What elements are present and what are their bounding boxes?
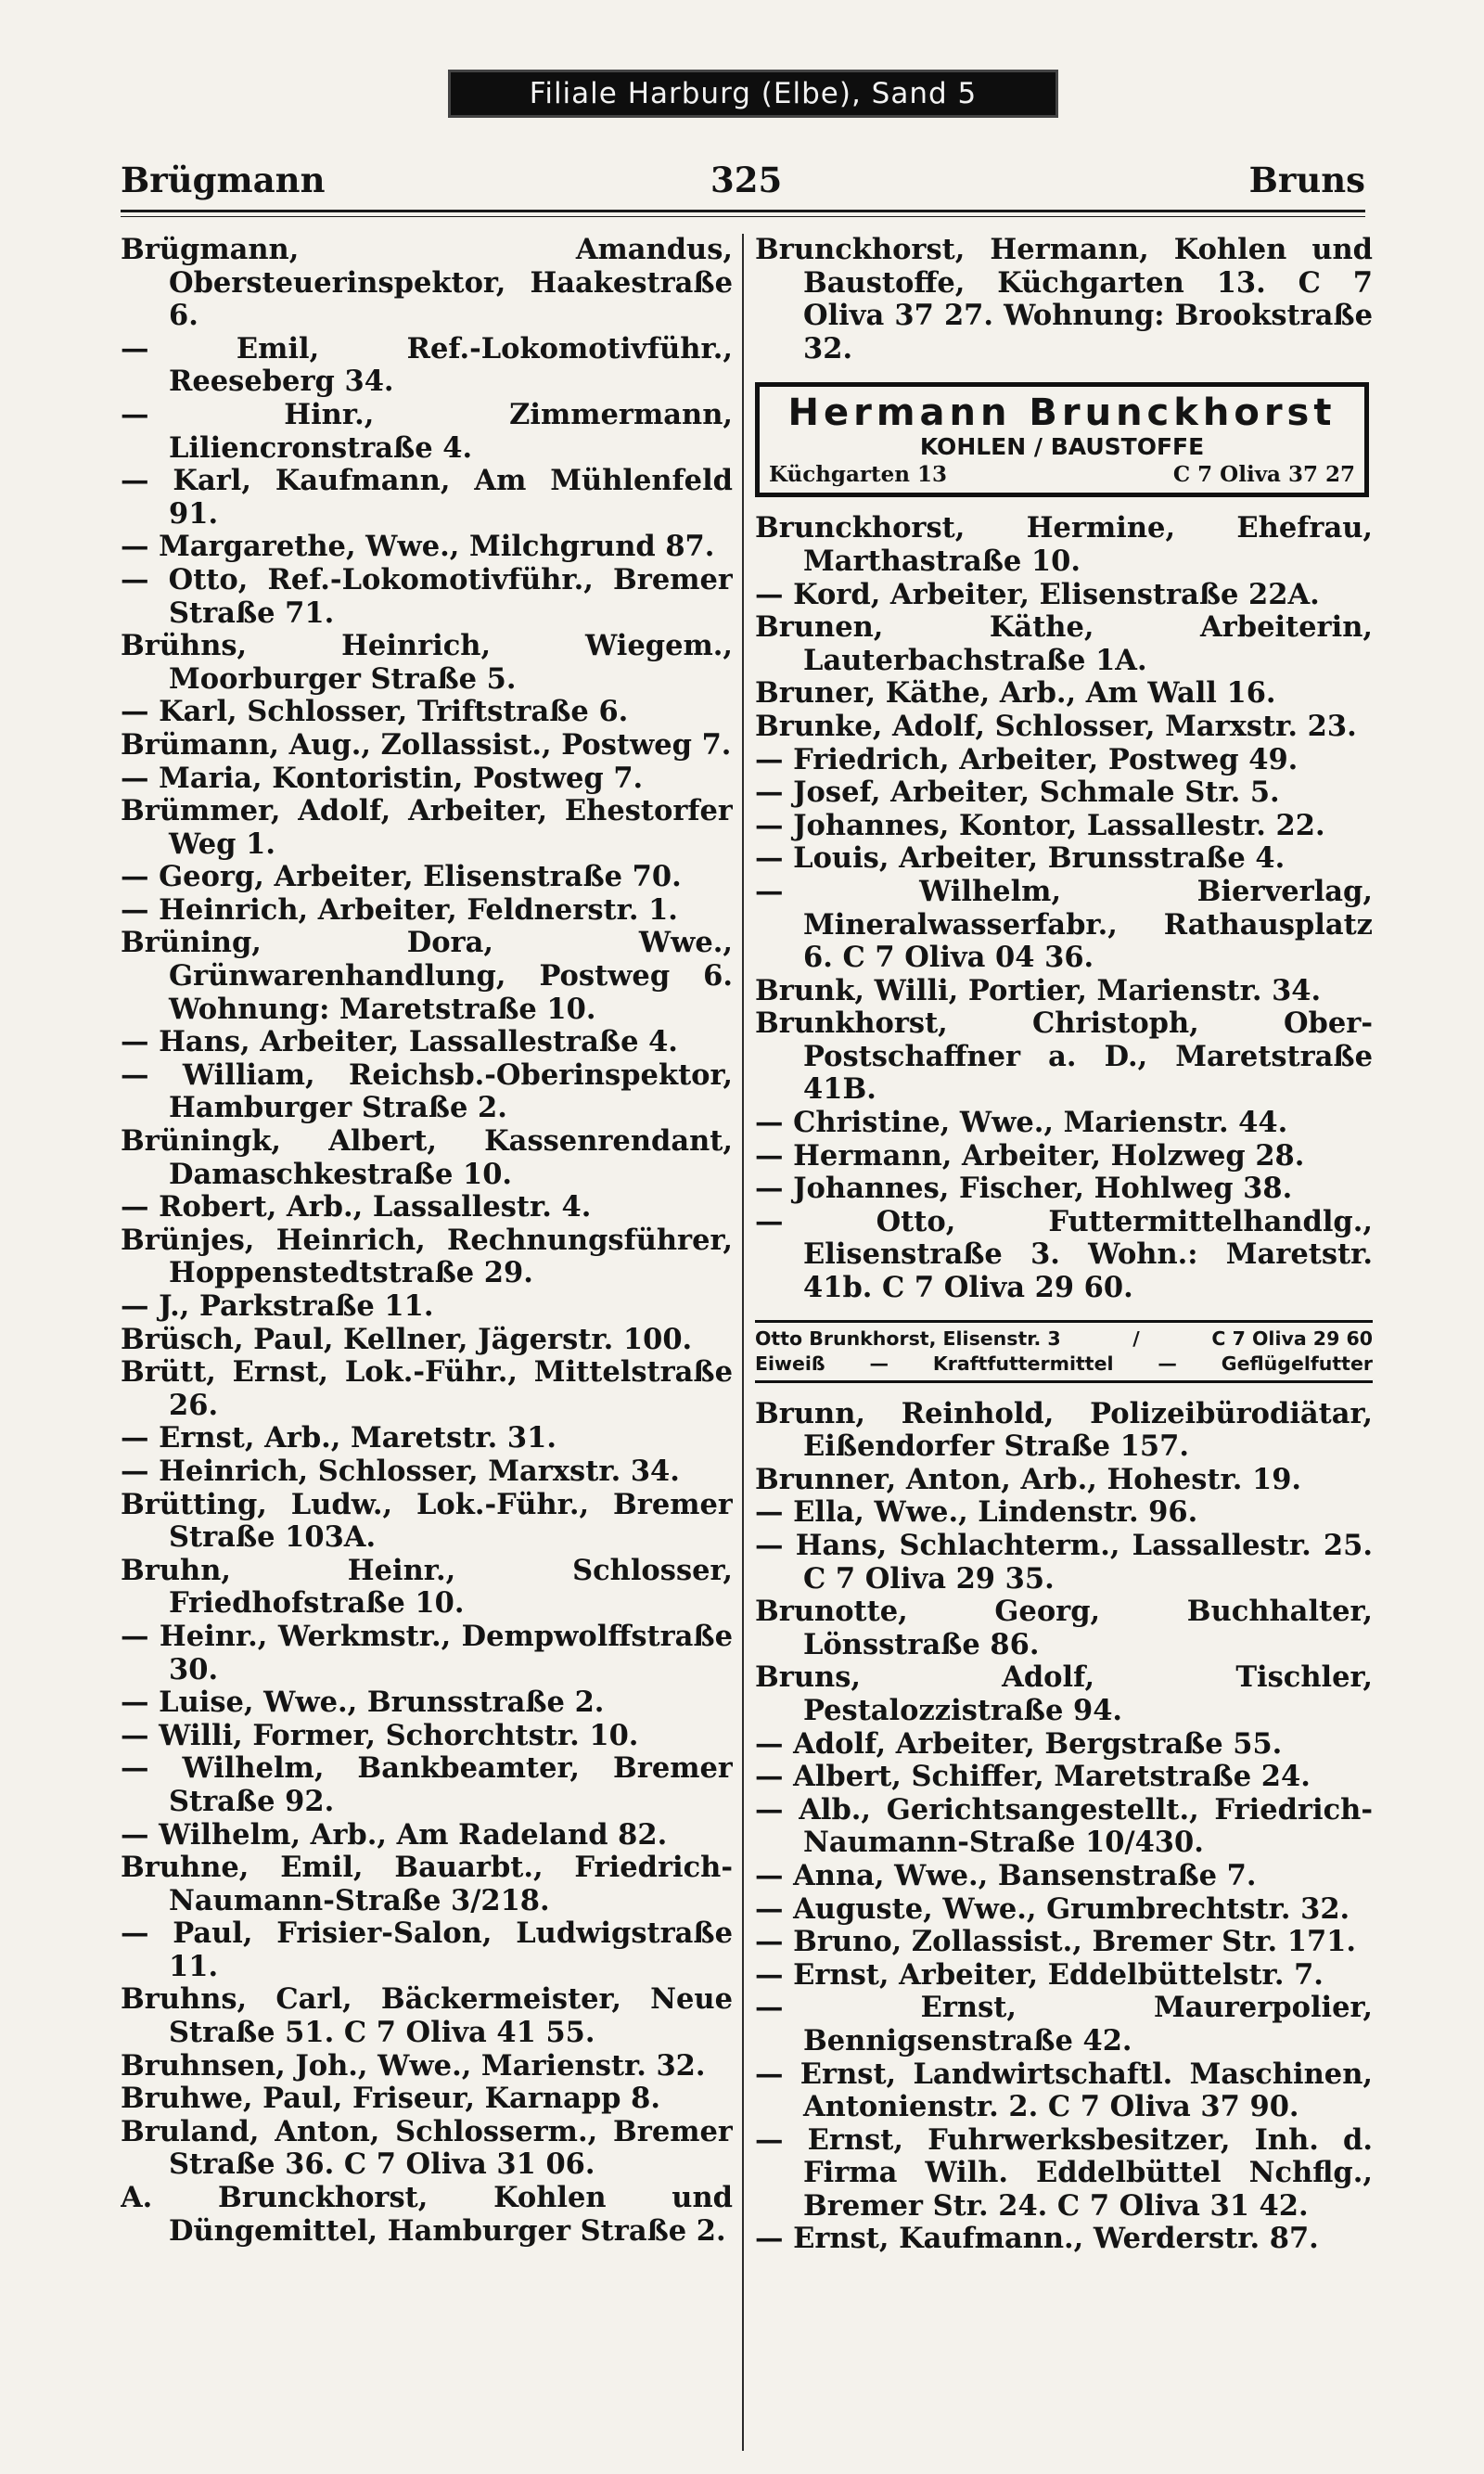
advert-otto-name: Otto Brunkhorst, Elisenstr. 3 <box>755 1327 1061 1350</box>
directory-entry: — Friedrich, Arbeiter, Postweg 49. <box>755 742 1298 776</box>
directory-entry: — Ernst, Maurerpolier, Bennigsenstraße 42. <box>755 1991 1373 2057</box>
advert-otto-dash: — <box>869 1352 889 1375</box>
left-column <box>121 234 733 2451</box>
directory-entry: — Otto, Futtermittelhandlg., Elisenstraße 3. Wohn.: Maretstr. 41b. C 7 Oliva 29 60. <box>755 1204 1373 1305</box>
directory-entry: — Ernst, Landwirtschaftl. Maschinen, Antonienstr. 2. C 7 Oliva 37 90. <box>755 2057 1373 2124</box>
directory-entry: Brütting, Ludw., Lok.-Führ., Bremer Straße 103A. <box>121 1487 733 1555</box>
directory-entry: — Heinr., Werkmstr., Dempwolffstraße 30. <box>121 1619 733 1686</box>
directory-entry: — Paul, Frisier-Salon, Ludwigstraße 11. <box>121 1916 733 1983</box>
directory-entry: — Hinr., Zimmermann, Liliencronstraße 4. <box>121 397 733 465</box>
directory-entry: — Wilhelm, Bankbeamter, Bremer Straße 92. <box>121 1751 733 1818</box>
advert-hermann-brunckhorst <box>755 382 1369 497</box>
directory-entry: — Alb., Gerichtsangestellt., Friedrich-Naumann-Straße 10/430. <box>755 1792 1373 1860</box>
advert-otto-dash: — <box>1158 1352 1177 1375</box>
directory-entry: Brüsch, Paul, Kellner, Jägerstr. 100. <box>121 1322 693 1356</box>
directory-entry: — Karl, Schlosser, Triftstraße 6. <box>121 695 629 729</box>
advert-phone: C 7 Oliva 37 27 <box>1172 462 1355 488</box>
header-rule-thin <box>121 216 1365 217</box>
directory-entry: Brümann, Aug., Zollassist., Postweg 7. <box>121 727 732 762</box>
directory-entry: — Ernst, Fuhrwerksbesitzer, Inh. d. Firma Wilh. Eddelbüttel Nchflg., Bremer Str. 24. C 7 Oliva 31 42. <box>755 2122 1373 2223</box>
directory-entry: Brunke, Adolf, Schlosser, Marxstr. 23. <box>755 709 1357 743</box>
advert-otto-product-2: Kraftfuttermittel <box>932 1352 1114 1375</box>
directory-entry: — Adolf, Arbeiter, Bergstraße 55. <box>755 1726 1283 1761</box>
directory-entry: Brüningk, Albert, Kassenrendant, Damaschkestraße 10. <box>121 1124 733 1191</box>
directory-entry: — Margarethe, Wwe., Milchgrund 87. <box>121 530 715 564</box>
directory-entry: A. Brunckhorst, Kohlen und Düngemittel, Hamburger Straße 2. <box>121 2181 733 2248</box>
directory-entry: Brunckhorst, Hermann, Kohlen und Baustoffe, Küchgarten 13. C 7 Oliva 37 27. Wohnung: Brookstraße 32. <box>755 234 1373 365</box>
directory-entry: Brunk, Willi, Portier, Marienstr. 34. <box>755 973 1322 1007</box>
directory-entry: Brüning, Dora, Wwe., Grünwarenhandlung, Postweg 6. Wohnung: Maretstraße 10. <box>121 926 733 1026</box>
running-head <box>121 156 1365 204</box>
directory-entry: — Heinrich, Arbeiter, Feldnerstr. 1. <box>121 892 678 927</box>
directory-entry: Brunen, Käthe, Arbeiterin, Lauterbachstraße 1A. <box>755 610 1373 677</box>
directory-entry: — Georg, Arbeiter, Elisenstraße 70. <box>121 860 682 894</box>
directory-entry: Brütt, Ernst, Lok.-Führ., Mittelstraße 26. <box>121 1355 733 1422</box>
directory-entry: Brunotte, Georg, Buchhalter, Lönsstraße 86. <box>755 1595 1373 1661</box>
advert-otto-phone: C 7 Oliva 29 60 <box>1211 1327 1373 1350</box>
directory-entry: Bruns, Adolf, Tischler, Pestalozzistraße 94. <box>755 1660 1373 1727</box>
directory-entry: — Hans, Schlachterm., Lassallestr. 25. C 7 Oliva 29 35. <box>755 1529 1373 1596</box>
directory-entry: Brünjes, Heinrich, Rechnungsführer, Hoppenstedtstraße 29. <box>121 1223 733 1290</box>
directory-entry: — William, Reichsb.-Oberinspektor, Hamburger Straße 2. <box>121 1058 733 1125</box>
running-head-left: Brügmann <box>121 160 326 200</box>
directory-entry: Brunn, Reinhold, Polizeibürodiätar, Eißendorfer Straße 157. <box>755 1396 1373 1464</box>
directory-entry: — Albert, Schiffer, Maretstraße 24. <box>755 1760 1311 1794</box>
page-number: 325 <box>710 160 783 200</box>
directory-entry: — Kord, Arbeiter, Elisenstraße 22A. <box>755 577 1320 611</box>
directory-entry: — Johannes, Kontor, Lassallestr. 22. <box>755 808 1325 842</box>
directory-entry: Bruner, Käthe, Arb., Am Wall 16. <box>755 676 1276 711</box>
directory-entry: — Wilhelm, Bierverlag, Mineralwasserfabr., Rathausplatz 6. C 7 Oliva 04 36. <box>755 874 1373 975</box>
advert-address: Küchgarten 13 <box>769 462 948 488</box>
directory-entry: — Bruno, Zollassist., Bremer Str. 171. <box>755 1925 1357 1959</box>
directory-entry: — Johannes, Fischer, Hohlweg 38. <box>755 1172 1293 1206</box>
directory-entry: — Ernst, Arb., Maretstr. 31. <box>121 1421 556 1455</box>
directory-entry: Brunkhorst, Christoph, Ober-Postschaffner a. D., Maretstraße 41B. <box>755 1006 1373 1107</box>
directory-entry: — Ernst, Kaufmann., Werderstr. 87. <box>755 2222 1319 2256</box>
directory-entry: — Luise, Wwe., Brunsstraße 2. <box>121 1686 605 1720</box>
directory-entry: Brühns, Heinrich, Wiegem., Moorburger Straße 5. <box>121 629 733 696</box>
right-column <box>755 234 1373 2451</box>
directory-entry: — Ernst, Arbeiter, Eddelbüttelstr. 7. <box>755 1957 1324 1992</box>
branch-banner: Filiale Harburg (Elbe), Sand 5 <box>451 72 1055 115</box>
advert-otto-product-3: Geflügelfutter <box>1221 1352 1373 1375</box>
directory-entry: — Wilhelm, Arb., Am Radeland 82. <box>121 1817 668 1852</box>
directory-entry: — Otto, Ref.-Lokomotivführ., Bremer Straße 71. <box>121 562 733 630</box>
directory-entry: — Christine, Wwe., Marienstr. 44. <box>755 1106 1288 1140</box>
advert-otto-product-1: Eiweiß <box>755 1352 825 1375</box>
header-rule <box>121 210 1365 212</box>
directory-entry: — Robert, Arb., Lassallestr. 4. <box>121 1190 592 1224</box>
directory-entry: Brunckhorst, Hermine, Ehefrau, Marthastraße 10. <box>755 511 1373 578</box>
directory-entry: Brügmann, Amandus, Obersteuerinspektor, Haakestraße 6. <box>121 234 733 333</box>
advert-title: Hermann Brunckhorst <box>787 391 1337 435</box>
advert-subtitle: KOHLEN / BAUSTOFFE <box>919 433 1205 461</box>
directory-entry: — Maria, Kontoristin, Postweg 7. <box>121 761 644 795</box>
directory-entry: Brümmer, Adolf, Arbeiter, Ehestorfer Weg 1. <box>121 794 733 861</box>
directory-entry: — Willi, Former, Schorchtstr. 10. <box>121 1718 639 1752</box>
running-head-right: Bruns <box>1248 160 1365 200</box>
directory-entry: — Louis, Arbeiter, Brunsstraße 4. <box>755 841 1286 876</box>
directory-entry: — Hans, Arbeiter, Lassallestraße 4. <box>121 1025 678 1059</box>
directory-entry: Bruhwe, Paul, Friseur, Karnapp 8. <box>121 2082 660 2116</box>
directory-entry: — Josef, Arbeiter, Schmale Str. 5. <box>755 776 1280 810</box>
directory-entry: — Karl, Kaufmann, Am Mühlenfeld 91. <box>121 464 733 531</box>
directory-entry: — Emil, Ref.-Lokomotivführ., Reeseberg 34. <box>121 331 733 399</box>
directory-entry: Bruland, Anton, Schlosserm., Bremer Straße 36. C 7 Oliva 31 06. <box>121 2114 733 2182</box>
advert-otto-separator: / <box>1132 1327 1140 1350</box>
directory-entry: — Ella, Wwe., Lindenstr. 96. <box>755 1495 1198 1530</box>
directory-entry: — J., Parkstraße 11. <box>121 1289 434 1323</box>
directory-entry: — Anna, Wwe., Bansenstraße 7. <box>755 1858 1257 1892</box>
directory-entry: Brunner, Anton, Arb., Hohestr. 19. <box>755 1462 1302 1496</box>
directory-entry: Bruhnsen, Joh., Wwe., Marienstr. 32. <box>121 2048 706 2083</box>
advert-otto-brunkhorst <box>755 1320 1373 1383</box>
directory-entry: — Heinrich, Schlosser, Marxstr. 34. <box>121 1454 680 1488</box>
directory-entry: Bruhns, Carl, Bäckermeister, Neue Straße 51. C 7 Oliva 41 55. <box>121 1982 733 2050</box>
directory-entry: — Hermann, Arbeiter, Holzweg 28. <box>755 1138 1305 1173</box>
directory-entry: — Auguste, Wwe., Grumbrechtstr. 32. <box>755 1891 1350 1926</box>
column-divider <box>742 234 744 2451</box>
directory-entry: Bruhne, Emil, Bauarbt., Friedrich-Naumann-Straße 3/218. <box>121 1851 733 1917</box>
directory-entry: Bruhn, Heinr., Schlosser, Friedhofstraße 10. <box>121 1553 733 1621</box>
